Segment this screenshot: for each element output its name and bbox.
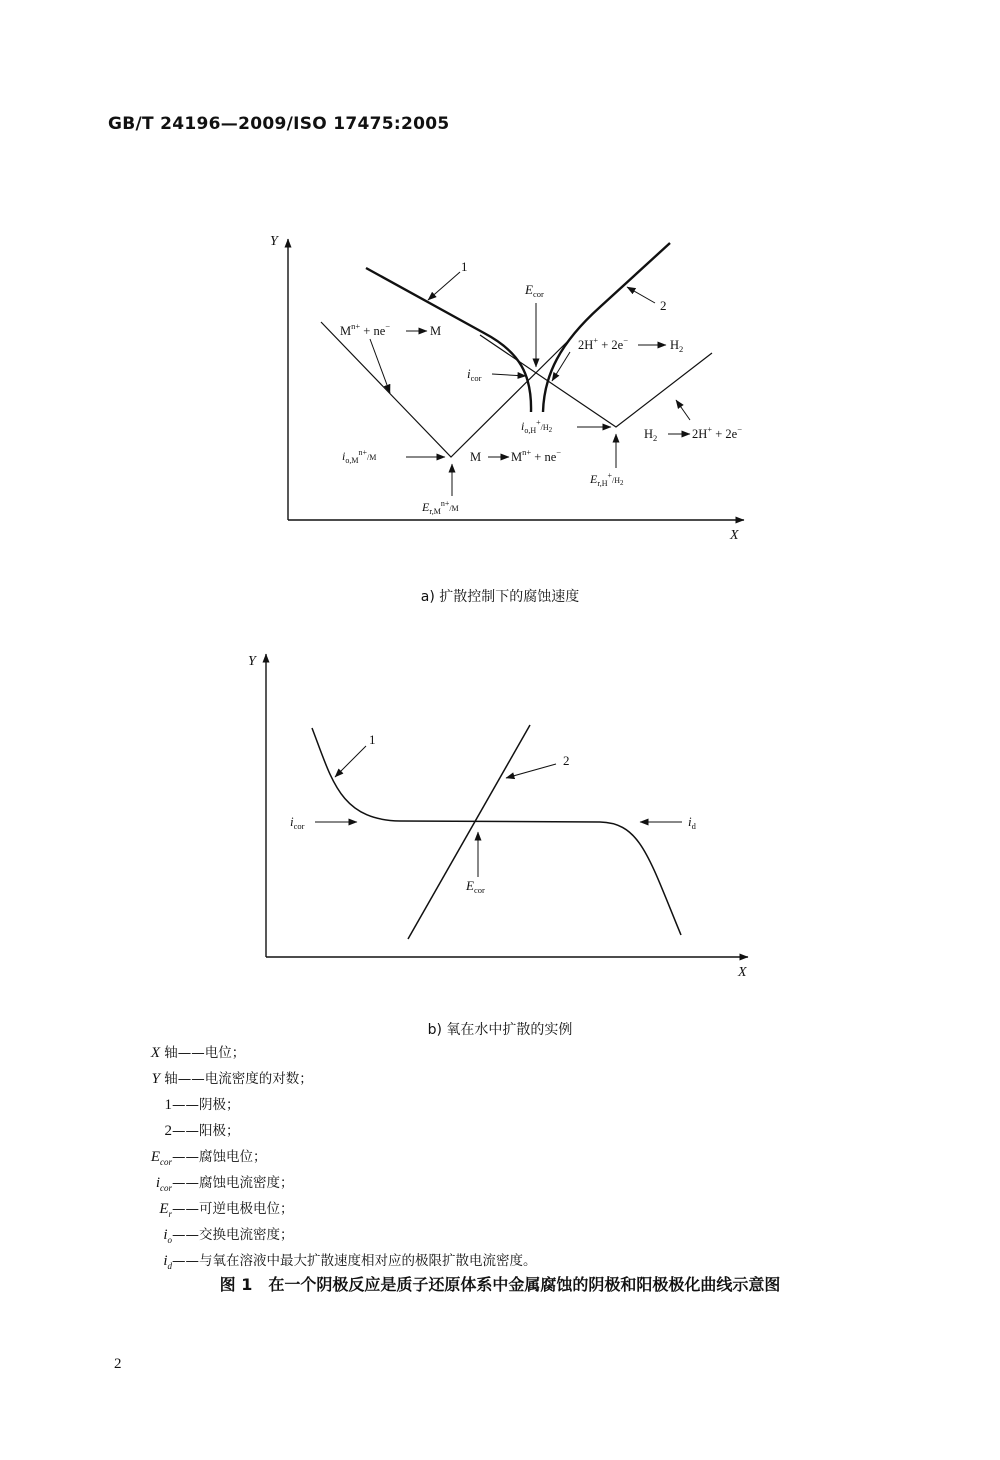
m-reduction-leader [370,339,390,393]
er-hydrogen-label: $E_{r,H}^+_{/H}2$ [590,471,624,488]
legend-row-e-cor: $E_{cor}——$腐蚀电位； [150,1149,267,1167]
figure-a-diagram [0,215,1000,555]
figure-b-diagram [0,640,1000,985]
anode-curve-2 [408,725,530,939]
legend-row-i-o: $i_o——$交换电流密度； [163,1227,294,1245]
curve-label-2: 2 [660,298,667,313]
anode-curve-2 [543,243,670,412]
metal-reduction-reaction: $M^{n+} + ne^-$ M [340,321,442,338]
figure-b-caption: b) 氧在水中扩散的实例 [427,1022,573,1038]
metal-activation-lines [321,322,570,457]
figure-b-y-axis-label: Y [248,654,256,669]
figure-a-x-axis-label: X [730,528,739,543]
i-cor-label: $i_{cor}$ [290,814,305,831]
h2-evolution-leader [552,352,570,381]
label-1-leader [428,272,460,300]
legend-row-i-d: $i_d——$与氧在溶液中最大扩散速度相对应的极限扩散电流密度。 [163,1253,537,1271]
i-cor-leader [492,374,526,376]
i-d-label: $i_d$ [688,814,696,831]
i-cor-label: $i_{cor}$ [467,366,482,383]
figure-b-x-axis-label: X [738,965,747,980]
curve-label-2: 2 [563,753,570,768]
hydrogen-oxidation-reaction: $H_2$ 2H+ + 2e− [644,424,742,443]
h2-oxidation-leader [676,400,690,420]
e-cor-label: $E_{cor}$ [466,878,485,895]
legend-row-x-axis: X 轴——电位； [150,1045,246,1061]
cathode-curve-1 [312,728,681,935]
label-2-leader [627,287,655,303]
legend-row-i-cor: $i_{cor}——$腐蚀电流密度； [155,1175,294,1193]
er-metal-label: $E_{r,M}^{n+}_{/M}$ [422,499,459,516]
cathode-curve-1 [366,268,531,412]
legend-row-cathode: 1——阴极； [164,1097,240,1113]
key-legend [110,1040,537,1274]
legend-row-anode: 2——阳极； [164,1123,240,1139]
curve-label-1: 1 [369,732,376,747]
label-2-leader [506,764,556,778]
curve-label-1: 1 [461,259,468,274]
figure-a-y-axis-label: Y [270,234,278,249]
legend-row-y-axis: Y 轴——电流密度的对数； [151,1071,313,1087]
e-cor-label: $E_{cor}$ [525,282,544,299]
hydrogen-evolution-reaction: 2H+ + 2e− $H_2$ [578,335,684,354]
figure-a-caption: a) 扩散控制下的腐蚀速度 [420,589,580,605]
i0-metal-label: $i_{o,M}^{n+}_{/M}$ [342,448,377,465]
page-number: 2 [114,1356,122,1372]
legend-row-e-r: $E_r——$可逆电极电位； [159,1201,294,1219]
i0-hydrogen-label: $i_{o,H}^+_{/H}2$ [521,418,553,435]
metal-oxidation-reaction: M $M^{n+} + ne^-$ [470,447,562,464]
standard-id-header: GB/T 24196—2009/ISO 17475:2005 [108,114,450,134]
label-1-leader [335,746,366,777]
figure-title: 图 1 在一个阴极反应是质子还原体系中金属腐蚀的阴极和阳极极化曲线示意图 [219,1275,781,1294]
